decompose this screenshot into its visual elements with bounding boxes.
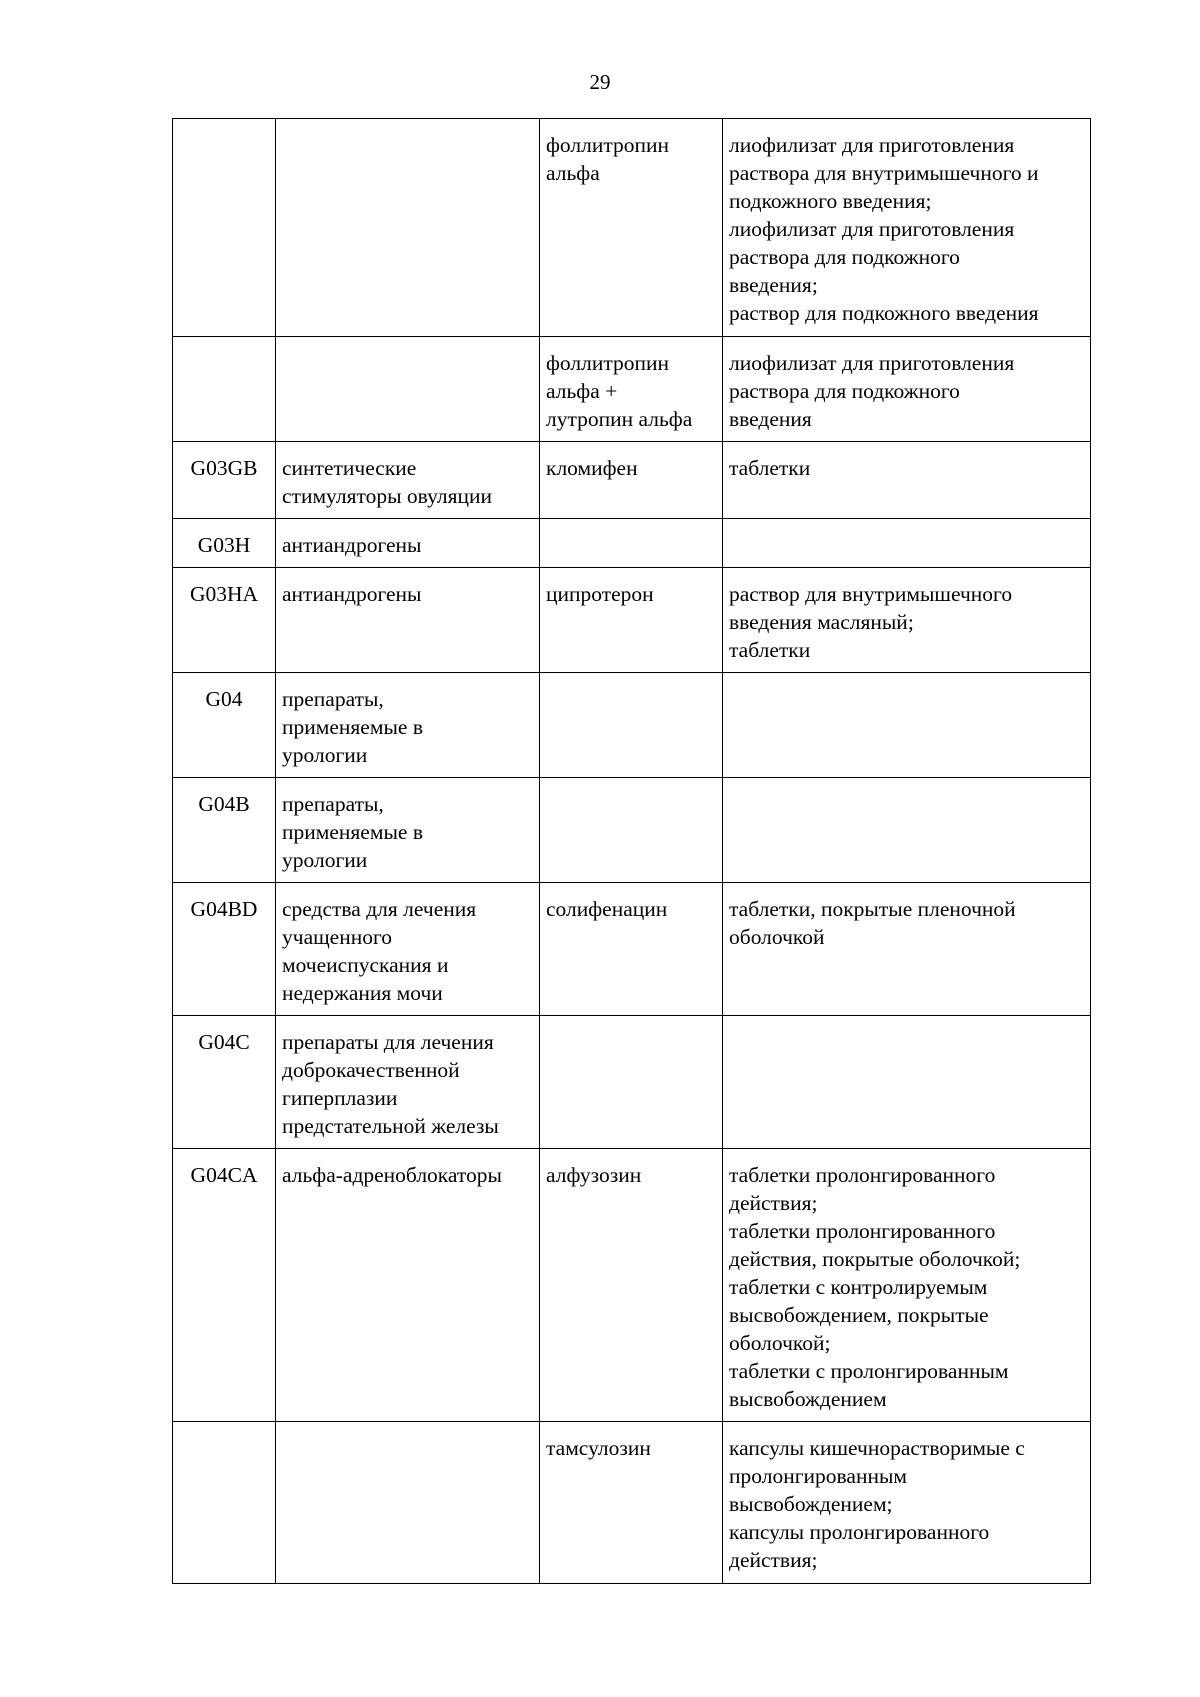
group-line: синтетические xyxy=(282,456,417,480)
dosage-forms-cell xyxy=(723,337,1091,442)
anatomical-therapeutic-group-cell xyxy=(276,1149,540,1422)
anatomical-therapeutic-group-cell xyxy=(276,519,540,568)
forms-line: раствора для внутримышечного и xyxy=(729,161,1039,185)
table-row xyxy=(173,778,1091,883)
group-line: препараты для лечения xyxy=(282,1030,494,1054)
atc-code-cell xyxy=(173,442,276,519)
forms-line: таблетки с пролонгированным xyxy=(729,1359,1009,1383)
forms-line: раствора для подкожного xyxy=(729,379,960,403)
atc-code: G03HA xyxy=(189,582,259,606)
dosage-forms-cell xyxy=(723,119,1091,337)
group-line: недержания мочи xyxy=(282,981,443,1005)
group-line: учащенного xyxy=(282,925,392,949)
forms-line: раствор для подкожного введения xyxy=(729,301,1039,325)
forms-line: таблетки xyxy=(729,456,811,480)
group-line: урологии xyxy=(282,848,368,872)
drug-name-cell xyxy=(540,119,723,337)
table-row xyxy=(173,1149,1091,1422)
atc-code-cell xyxy=(173,1016,276,1149)
atc-code-cell xyxy=(173,119,276,337)
forms-line: оболочкой xyxy=(729,925,825,949)
dosage-forms-cell xyxy=(723,1422,1091,1584)
drug-name-cell xyxy=(540,337,723,442)
forms-line: лиофилизат для приготовления xyxy=(729,351,1015,375)
group-line: предстательной железы xyxy=(282,1114,499,1138)
group-line: применяемые в xyxy=(282,820,423,844)
atc-code-cell xyxy=(173,519,276,568)
group-line: доброкачественной xyxy=(282,1058,460,1082)
drug-name-cell xyxy=(540,778,723,883)
dosage-forms-cell xyxy=(723,778,1091,883)
anatomical-therapeutic-group-cell xyxy=(276,883,540,1016)
group-line: урологии xyxy=(282,743,368,767)
table-row xyxy=(173,673,1091,778)
atc-code: G04CA xyxy=(190,1163,258,1187)
forms-line: действия, покрытые оболочкой; xyxy=(729,1247,1021,1271)
atc-drug-table xyxy=(172,118,1091,1584)
atc-code: G03H xyxy=(197,533,251,557)
anatomical-therapeutic-group-cell xyxy=(276,442,540,519)
inn-line: алфузозин xyxy=(546,1163,642,1187)
forms-line: таблетки xyxy=(729,638,811,662)
atc-code-cell xyxy=(173,778,276,883)
table-row xyxy=(173,1422,1091,1584)
table-row xyxy=(173,119,1091,337)
forms-line: действия; xyxy=(729,1548,818,1572)
table-row xyxy=(173,1016,1091,1149)
forms-line: введения; xyxy=(729,273,818,297)
forms-line: таблетки пролонгированного xyxy=(729,1219,996,1243)
inn-line: альфа + xyxy=(546,379,618,403)
group-line: стимуляторы овуляции xyxy=(282,484,493,508)
forms-line: капсулы кишечнорастворимые с xyxy=(729,1436,1025,1460)
anatomical-therapeutic-group-cell xyxy=(276,119,540,337)
inn-line: лутропин альфа xyxy=(546,407,693,431)
anatomical-therapeutic-group-cell xyxy=(276,778,540,883)
table-row xyxy=(173,442,1091,519)
group-line: антиандрогены xyxy=(282,533,422,557)
dosage-forms-cell xyxy=(723,1149,1091,1422)
forms-line: действия; xyxy=(729,1191,818,1215)
atc-code-cell xyxy=(173,673,276,778)
group-line: средства для лечения xyxy=(282,897,477,921)
dosage-forms-cell xyxy=(723,519,1091,568)
dosage-forms-cell xyxy=(723,673,1091,778)
atc-code: G04 xyxy=(205,687,243,711)
anatomical-therapeutic-group-cell xyxy=(276,673,540,778)
anatomical-therapeutic-group-cell xyxy=(276,337,540,442)
inn-line: ципротерон xyxy=(546,582,654,606)
forms-line: таблетки, покрытые пленочной xyxy=(729,897,1016,921)
atc-code-cell xyxy=(173,883,276,1016)
inn-line: альфа xyxy=(546,161,600,185)
forms-line: раствор для внутримышечного xyxy=(729,582,1013,606)
dosage-forms-cell xyxy=(723,568,1091,673)
table-body xyxy=(173,119,1091,1584)
drug-name-cell xyxy=(540,1016,723,1149)
drug-name-cell xyxy=(540,1422,723,1584)
table-row xyxy=(173,519,1091,568)
forms-line: пролонгированным xyxy=(729,1464,908,1488)
forms-line: подкожного введения; xyxy=(729,189,932,213)
atc-code: G04B xyxy=(198,792,250,816)
forms-line: таблетки пролонгированного xyxy=(729,1163,996,1187)
anatomical-therapeutic-group-cell xyxy=(276,1422,540,1584)
drug-name-cell xyxy=(540,442,723,519)
forms-line: высвобождением, покрытые xyxy=(729,1303,989,1327)
atc-code-cell xyxy=(173,568,276,673)
atc-code-cell xyxy=(173,1149,276,1422)
forms-line: введения xyxy=(729,407,812,431)
forms-line: высвобождением xyxy=(729,1387,887,1411)
table-row xyxy=(173,883,1091,1016)
group-line: антиандрогены xyxy=(282,582,422,606)
drug-name-cell xyxy=(540,673,723,778)
inn-line: кломифен xyxy=(546,456,638,480)
forms-line: оболочкой; xyxy=(729,1331,831,1355)
forms-line: лиофилизат для приготовления xyxy=(729,217,1015,241)
drug-name-cell xyxy=(540,568,723,673)
inn-line: тамсулозин xyxy=(546,1436,651,1460)
atc-code: G04BD xyxy=(190,897,258,921)
forms-line: введения масляный; xyxy=(729,610,914,634)
atc-code: G03GB xyxy=(190,456,258,480)
drug-name-cell xyxy=(540,519,723,568)
drug-name-cell xyxy=(540,1149,723,1422)
inn-line: фоллитропин xyxy=(546,133,670,157)
page-number: 29 xyxy=(589,70,611,94)
forms-line: таблетки с контролируемым xyxy=(729,1275,988,1299)
group-line: применяемые в xyxy=(282,715,423,739)
table-row xyxy=(173,337,1091,442)
inn-line: солифенацин xyxy=(546,897,668,921)
table-row xyxy=(173,568,1091,673)
anatomical-therapeutic-group-cell xyxy=(276,568,540,673)
forms-line: раствора для подкожного xyxy=(729,245,960,269)
group-line: мочеиспускания и xyxy=(282,953,449,977)
dosage-forms-cell xyxy=(723,883,1091,1016)
atc-code-cell xyxy=(173,1422,276,1584)
atc-code-cell xyxy=(173,337,276,442)
group-line: препараты, xyxy=(282,687,384,711)
inn-line: фоллитропин xyxy=(546,351,670,375)
drug-name-cell xyxy=(540,883,723,1016)
dosage-forms-cell xyxy=(723,442,1091,519)
forms-line: капсулы пролонгированного xyxy=(729,1520,990,1544)
group-line: гиперплазии xyxy=(282,1086,398,1110)
atc-code: G04C xyxy=(198,1030,250,1054)
group-line: препараты, xyxy=(282,792,384,816)
forms-line: высвобождением; xyxy=(729,1492,893,1516)
anatomical-therapeutic-group-cell xyxy=(276,1016,540,1149)
group-line: альфа-адреноблокаторы xyxy=(282,1163,502,1187)
dosage-forms-cell xyxy=(723,1016,1091,1149)
forms-line: лиофилизат для приготовления xyxy=(729,133,1015,157)
